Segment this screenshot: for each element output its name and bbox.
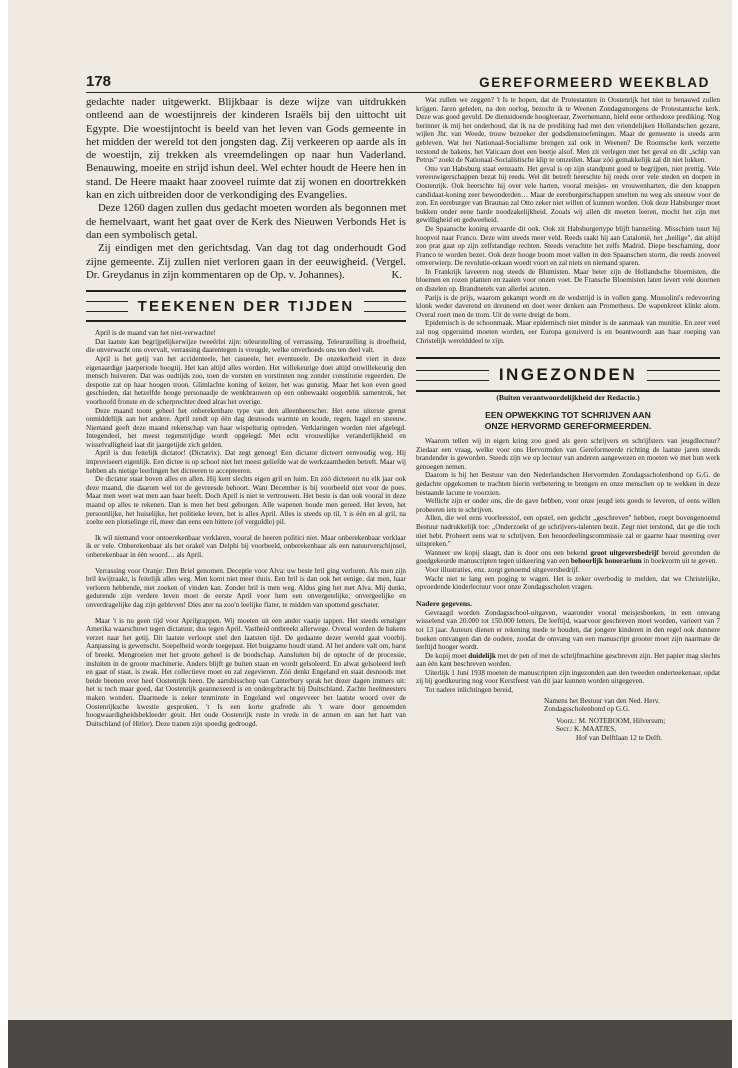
body-paragraph: Deze maand toont geheel het onberekenbare type van den alleenheerscher. Het eene uiterste grenst onmiddellijk aan het andere. April zendt op één dag desnoods warmte en koude, regen, hagel en sneeuw. Niemand geeft deze maand rekenschap van haar wispelturig optreden. Verklaringen worden niet afgelegd. Integendeel, het meest tegenstrijdige wordt opgelegd. Met echt vrouwelijke veranderlijkheid en wisselvalligheid laat dit jaargetijde zich gelden. <box>86 406 406 449</box>
body-paragraph: Ik wil niemand voor ontoerekenbaar verklaren, vooral de heeren politici niet. Maar onberekenbaar verklaar ik er vele. Onberekenbaar als het orakel van Delphi bij voorbeeld, onberekenbaar als een natuurverschijnsel, onberekenbaar in één woord… als April. <box>86 533 406 559</box>
body-paragraph: April is dus feitelijk dictator! (Dictatrix). Dat zegt genoeg! Een dictator dicteert eenvoudig weg. Hij improviseert eigenlijk. Een dictee is op school niet het meest geliefde wat de werkzaamheden betreft. Maar wij hebben als nietige leerlingen het dicteeren te accepteeren. <box>86 449 406 475</box>
text-run: Wanneer uw kopij slaagt, dan is door ons een bekend <box>425 548 591 557</box>
body-paragraph: In Frankrijk laveeren nog steeds de Blumisten. Maar beter zijn de Hollandsche bloemisten, die bloemen en rozen planten en zaaien voor onzen voet. De Fransche Bloemisten laten levert vele doornen en distelen op. Brandnetels van allerlei acuten. <box>416 267 720 294</box>
text-run: met de pen of met de schrijfmachine geschreven zijn. Het papier mag slechts aan één kant beschreven worden. <box>416 651 720 669</box>
article-paragraph: Voor illustraties, enz. zorgt genoemd uitgeversbedrijf. <box>425 565 580 574</box>
intro-paragraph: Deze 1260 dagen zullen dus gedacht moeten worden als begonnen met de hemelvaart, want het gaat over de Kerk des Nieuwen Verbonds Het is dan een symbolisch getal. <box>86 202 406 241</box>
body-paragraph: De Spaansche koning ervaarde dit ook. Ook zit Habsburgertype blijft banneling. Misschien tuurt hij hoopvol naar Franco. Deze wint steeds meer veld. Reeds raakt hij aan Catalonië, het „heilige", dat altijd zoo prat gaat op zijn zelfstandige rechten. Steeds verachtte het zelfs Madrid. Diepe beschaming, door Franco te worden bezet. Ook deze hooge boom moet vallen in den Spaanschen storm, die reeds zooveel omverwierp. De revolutie-orkaan woedt voort en zal niets en niemand sparen. <box>416 224 720 268</box>
signature-block <box>416 697 720 743</box>
section-rule-left <box>416 370 489 381</box>
body-paragraph: Epidemisch is de schoonmaak. Maar epidemisch niet minder is de aanmaak van munitie. En zeer veel zal nog opgeruimd moeten worden, eer Europa gezuiverd is en beantwoordt aan haar roeping van Christelijk wereldddeel te zijn. <box>416 319 720 345</box>
body-paragraph: Maar 't is nu geen tijd voor Aprilgrappen. Wij moeten uit een ander vaatje tappen. Het steeds ernstiger Amerika waarschuwt tegen dictatuur, dus tegen April. Vastheid ontbreekt allerwege. Overal worden de bakens verzet naar het getij. Dit laatste verloopt snel den laatsten tijd. De gedaante dezer wereld gaat voorbij. Aanpassing is gewenscht. Soepelheid worde toegepast. Het buigzame houdt stand. Al het andere valt om, barst of breekt. Mengroeien met het groote geheel is de boodschap. Aansluiten bij de optocht of de processie, insluiten in de groote machinerie. Anders blijft ge buiten staan en wordt gelsoleerd. En alwat gelsoleerd leeft en gaat of staat, is zwak. Het collectieve moet en zal zegevieren. Zóó denkt Engeland en staat desnoods met beide beenen over heel Oostenrijk heen. De aartsbisschop van Canterbury sprak het dezer dagen immers uit: het is toch maar goed, dat Oostenrijk geannexeerd is en ondergebracht bij Duitschland. Zachte heelmeesters maken wonden. Daarmede is zeker tenminste in Engeland wel ongevveer het laatste woord over de Oostenrijksche kwestie gesproken. 't Is een korte grafrede als 't ware door genoemden hoogwaardigheidsbekleeder geuit. Het oude Oostenrijk ruste in vrede in de armen en aan het hart van Duitschland (of Hitler). Deze tranen zijn spoedig gedroogd. <box>86 616 406 728</box>
section-rule-left <box>86 301 128 312</box>
signature-line: Secr.: K. MAATJES, <box>556 725 617 734</box>
article-paragraph: Wacht niet te lang een poging te wagen. Het is zeker overbodig te melden, dat we Christelijke, opvoedende kinderlectuur voor onze Zondagsscholen vragen. <box>416 574 720 592</box>
article-paragraph: Tot nadere inlichtingen bereid, <box>425 686 514 695</box>
body-paragraph: Otto van Habsburg staat eenzaam. Het geval is op zijn standpunt goed te begrijpen, niet prettig. Vele vereeuwigerschappen bezat hij reeds. Wel dit betreft heerschte hij reeds over vele steden en dorpen in Oostenrijk. Ook heerschte hij over vele harten, vooral meisjes- en vrouwenharten, die den knappen candidaat-koning zeer bewonderden… Maar de eereburgerschappen smelten nu weg als sneeuw voor de zon. En eereburger van Braunau zal Otto zeker niet willen of kunnen worden. Ook deze Habsburger moet bukken onder eene harde noodzakelijkheid. Zooals wij allen dit moeten leeren, mocht het zijn met gewilligheid en gedweeheid. <box>416 164 720 225</box>
text-run: bereid gevonden de goedgekeurde manuscripten tegen uitkeering van een <box>416 548 720 566</box>
section-header-ingezonden <box>416 357 720 392</box>
text-run: De kopij moet <box>425 651 469 660</box>
text-run: in boekvorm uit te geven. <box>641 557 718 566</box>
subheading: Nadere gegevens. <box>416 598 472 608</box>
right-column <box>416 96 720 996</box>
article-paragraph: Uiterlijk 1 Juni 1938 moeten de manuscripten zijn ingezonden aan den tweeden onderteekenaar, opdat zij bij goedkeuring nog voor Kerstfeest van dit jaar kunnen worden uitgegeven. <box>416 668 720 686</box>
bold-run: duidelijk <box>468 651 496 660</box>
article-paragraph: Waarom tellen wij in eigen kring zoo goed als geen schrijvers en schrijfsters van jeugdlectuur? Ziedaar een vraag, welke voor ons Hervormden van Gereformeerde richting de laatste jaren steeds brandender is geworden. Steeds zijn we op lectuur van anderen aangewezen en moeten we met hun werk genoegen nemen. <box>416 437 720 471</box>
article-title-line: ONZE HERVORMD GEREFORMEERDEN. <box>484 420 652 431</box>
body-paragraph: April is het getij van het accidenteele, het casueele, het eventueele. De onzekerheid viert in deze eigenaardige jaarperiode hoogtij. Het kan altijd alles worden. Het willekeurige doet altijd onwillekeurig den mensch huiveren. Dat was oudtijds zoo, toen de vorsten en vorstinnen nog zonder constitutie regeerden. De despotie zat op haar hoogen troon. Glimlachte koning of keizer, het was gunstig. Maar het kon even goed geschieden, dat hetzelfde hooge personaadje de wenkbrauwen op een onbewaakt oogenblik samentrok, het voorhoofd fronste en de scherprechter deed alras het overige. <box>86 354 406 406</box>
bold-run: groot uitgeversbedrijf <box>590 548 659 557</box>
section-subtitle: (Buiten verantwoordelijkheid der Redactie.) <box>496 393 640 403</box>
body-paragraph: Wat zullen we zeggen? 't Is te hopen, dat de Protestanten in Oostenrijk het niet te benauwd zullen krijgen. Jaren geleden, na den oorlog, bezocht ik te Weenen Zondagsmorgens de Protestantsche kerk. Deze was goed gevuld. De dienstdoende hoogleeraar, Zwernemann, hield eene orthodoxe prediking. Nog herinner ik mij het onderhoud, dat ik na de prediking had met den vriendelijken Hollandschen gezant, wijlen Jhr. van Weede, trouw bezoeker der godsdienstoefeningen. Maar de gemeente is steeds arm gebleven. Wat het Nationaal-Socialisme brengen zal ook in Weenen? De Roomsche kerk verzette terstond de bakens, het Vaticaan doet een beetje alsof. Men zit verlegen met het geval en dit „schip van Petrus" zoekt de Nationaal-Socialistische klip te omzeilen. Maar zóó gemakkelijk zal dit niet lukken. <box>416 96 720 165</box>
body-paragraph: April is de maand van het niet-verwachte! <box>95 329 216 338</box>
section-rule-right <box>647 370 720 381</box>
body-paragraph: Verrassing voor Oranje: Den Briel genomen. Deceptie voor Alva: uw beste bril ging verloren. Als men zijn bril kwijtraakt, is feitelijk alles weg. Men komt niet meer thuis. Een bril is dan ook het eenige, dat men, haar verloren hebbende, niet zoeken of vinden kan. Zonder bril is men weg. Aldus ging het met Alva. Mij dunkt, gedurende zijn verdere leven moet de eerste April voor hem een onvergetelijke, onvergeelijke en onverdragelijke dag zijn gebleven! Dies ater na zoo'n leelijke flater, te midden van spottend geschater. <box>86 566 406 609</box>
scan-bottom-band <box>8 1020 732 1068</box>
intro-paragraph: Zij eindigen met den gerichtsdag. Van dag tot dag onderhoudt God zijne gemeente. Zij zullen niet verloren gaan in der eeuwigheid. (Vergel. Dr. Greydanus in zijn kommentaren op de Op. v. Johannes). <box>86 242 406 281</box>
body-paragraph: Parijs is de prijs, waarom gekampt wordt en de wedstrijd is in vollen gang. Mussolini's redevoering klonk weder daverend en dreunend en doet weer denken aan Prometheus. De wapenkreet klinkt alom. Overal roert men de trom. Uit de verte dreigt de bom. <box>416 293 720 319</box>
section-title: TEEKENEN DER TIJDEN <box>137 298 355 316</box>
article-title <box>416 410 720 431</box>
page-header <box>86 70 710 93</box>
signature-line: Zondagsscholenbond op G.G. <box>544 705 630 714</box>
page-number: 178 <box>86 73 112 90</box>
signature-line: Hof van Delftlaan 12 te Delft. <box>576 734 663 743</box>
body-paragraph: De dictator staat boven alles en allen. Hij kent slechts eigen gril en luim. En zóó dicteteert nu elk jaar ook deze maand, die daarom wel tot de gevreesde behoort. Want December is bij voorbeeld niet voor de poes. Maar men weet wat men aan haar heeft. Doch April is niet te vertrouwen. Het beste is dan ook vooral in deze maand op alles te rekenen. Dan is men het best geborgen. Alle wapenen houde men gereed. Het leven, het persoonlijke, het huiselijke, het politieke leven, het is alles April. Alles is steeds op til, 't is één en al gril, na zoelte een plotselinge ril, meer dan eens een bittere (of verguldle) pil. <box>86 475 406 527</box>
body-paragraph: Dat laatste kan begrijpelijkerwijze tweeërlei zijn: teleurstelling of verrassing. Teleurstelling is droefheid, die onverwacht ons overvalt, verrassing daarentegen is vreugde, welke onverhoeds ons ten deel valt. <box>86 337 406 355</box>
section-rule-right <box>364 301 406 312</box>
intro-paragraph: gedachte nader uitgewerkt. Blijkbaar is deze wijze van uitdrukken ontleend aan de woestijnreis der kinderen Israëls bij den uittocht uit Egypte. Die woestijntocht is beeld van het leven van Gods gemeente in het midden der wereld tot den jongsten dag. Zij verkeeren op aarde als in de woestijn, zij trekken als vreemdelingen op naar hun Vaderland. Benauwing, moeite en strijd ishun deel. Wel echter houdt de Heere hen in stand. De Heere maakt haar zooveel ruimte dat zij wonen en doortrekken kan en zich uitbreiden door de verkondiging des Evangelies. <box>86 96 406 202</box>
article-paragraph <box>416 549 720 566</box>
intro-closing <box>86 242 406 282</box>
article-title-line: EEN OPWEKKING TOT SCHRIJVEN AAN <box>485 410 651 421</box>
page-sheet <box>8 0 732 1068</box>
section-title: INGEZONDEN <box>498 365 638 385</box>
left-column <box>86 96 406 996</box>
journal-title: GEREFORMEERD WEEKBLAD <box>479 75 710 90</box>
section-header-teekenen <box>86 290 406 322</box>
article-paragraph: Daarom is bij het Bestuur van den Nederlandschen Hervormden Zondagsscholenbond op G.G. de gedachte opgekomen te trachten hierin verbetering te brengen en onze menschen op te wekken in deze bestaande lacune te voorzien. <box>416 471 720 497</box>
article-paragraph <box>416 652 720 669</box>
article-paragraph: Allen, die wel eens voorleesstof, een opstel, een gedicht „geschreven" hebben, roept bovengenoemd Bestuur nadrukkelijk toe: „Onderzoekt of ge schrijvers-talenten bezit. Zegt niet terstond, dat ge die toch niet hebt. Probeert eens wat te schrijven. Een beoordeelingscommissie zal er gaarne haar meening over uitspreken." <box>416 514 720 549</box>
signature-line: Namens het Bestuur van den Ned. Herv. <box>544 696 660 705</box>
intro-signature: K. <box>391 269 402 282</box>
bold-run: behoorlijk honorarium <box>570 557 642 566</box>
article-paragraph: Gevraagd worden Zondagsschool-uitgaven, waaronder vooral meisjesboeken, in een omvang wisselend van 20.000 tot 150.000 letters. De leeftijd, waarvoor geschreven moet worden, varieert van 7 tot 13 jaar. Auteurs dienen er rekening mede te houden, dat jongere kinderen in den regel ook dunnere boeken ontvangen dan de oudere, zoodat de omvang van een manuscript grooter moet zijn naarmate de leeftijd hooger wordt. <box>416 608 720 652</box>
signature-line: Voorz.: M. NOTEBOOM, Hilversum; <box>556 716 666 725</box>
article-paragraph: Wellicht zijn er onder ons, die de gave hebben, voor onze jeugd iets goeds te leveren, of eens willen probeeren iets te schrijven. <box>416 497 720 514</box>
